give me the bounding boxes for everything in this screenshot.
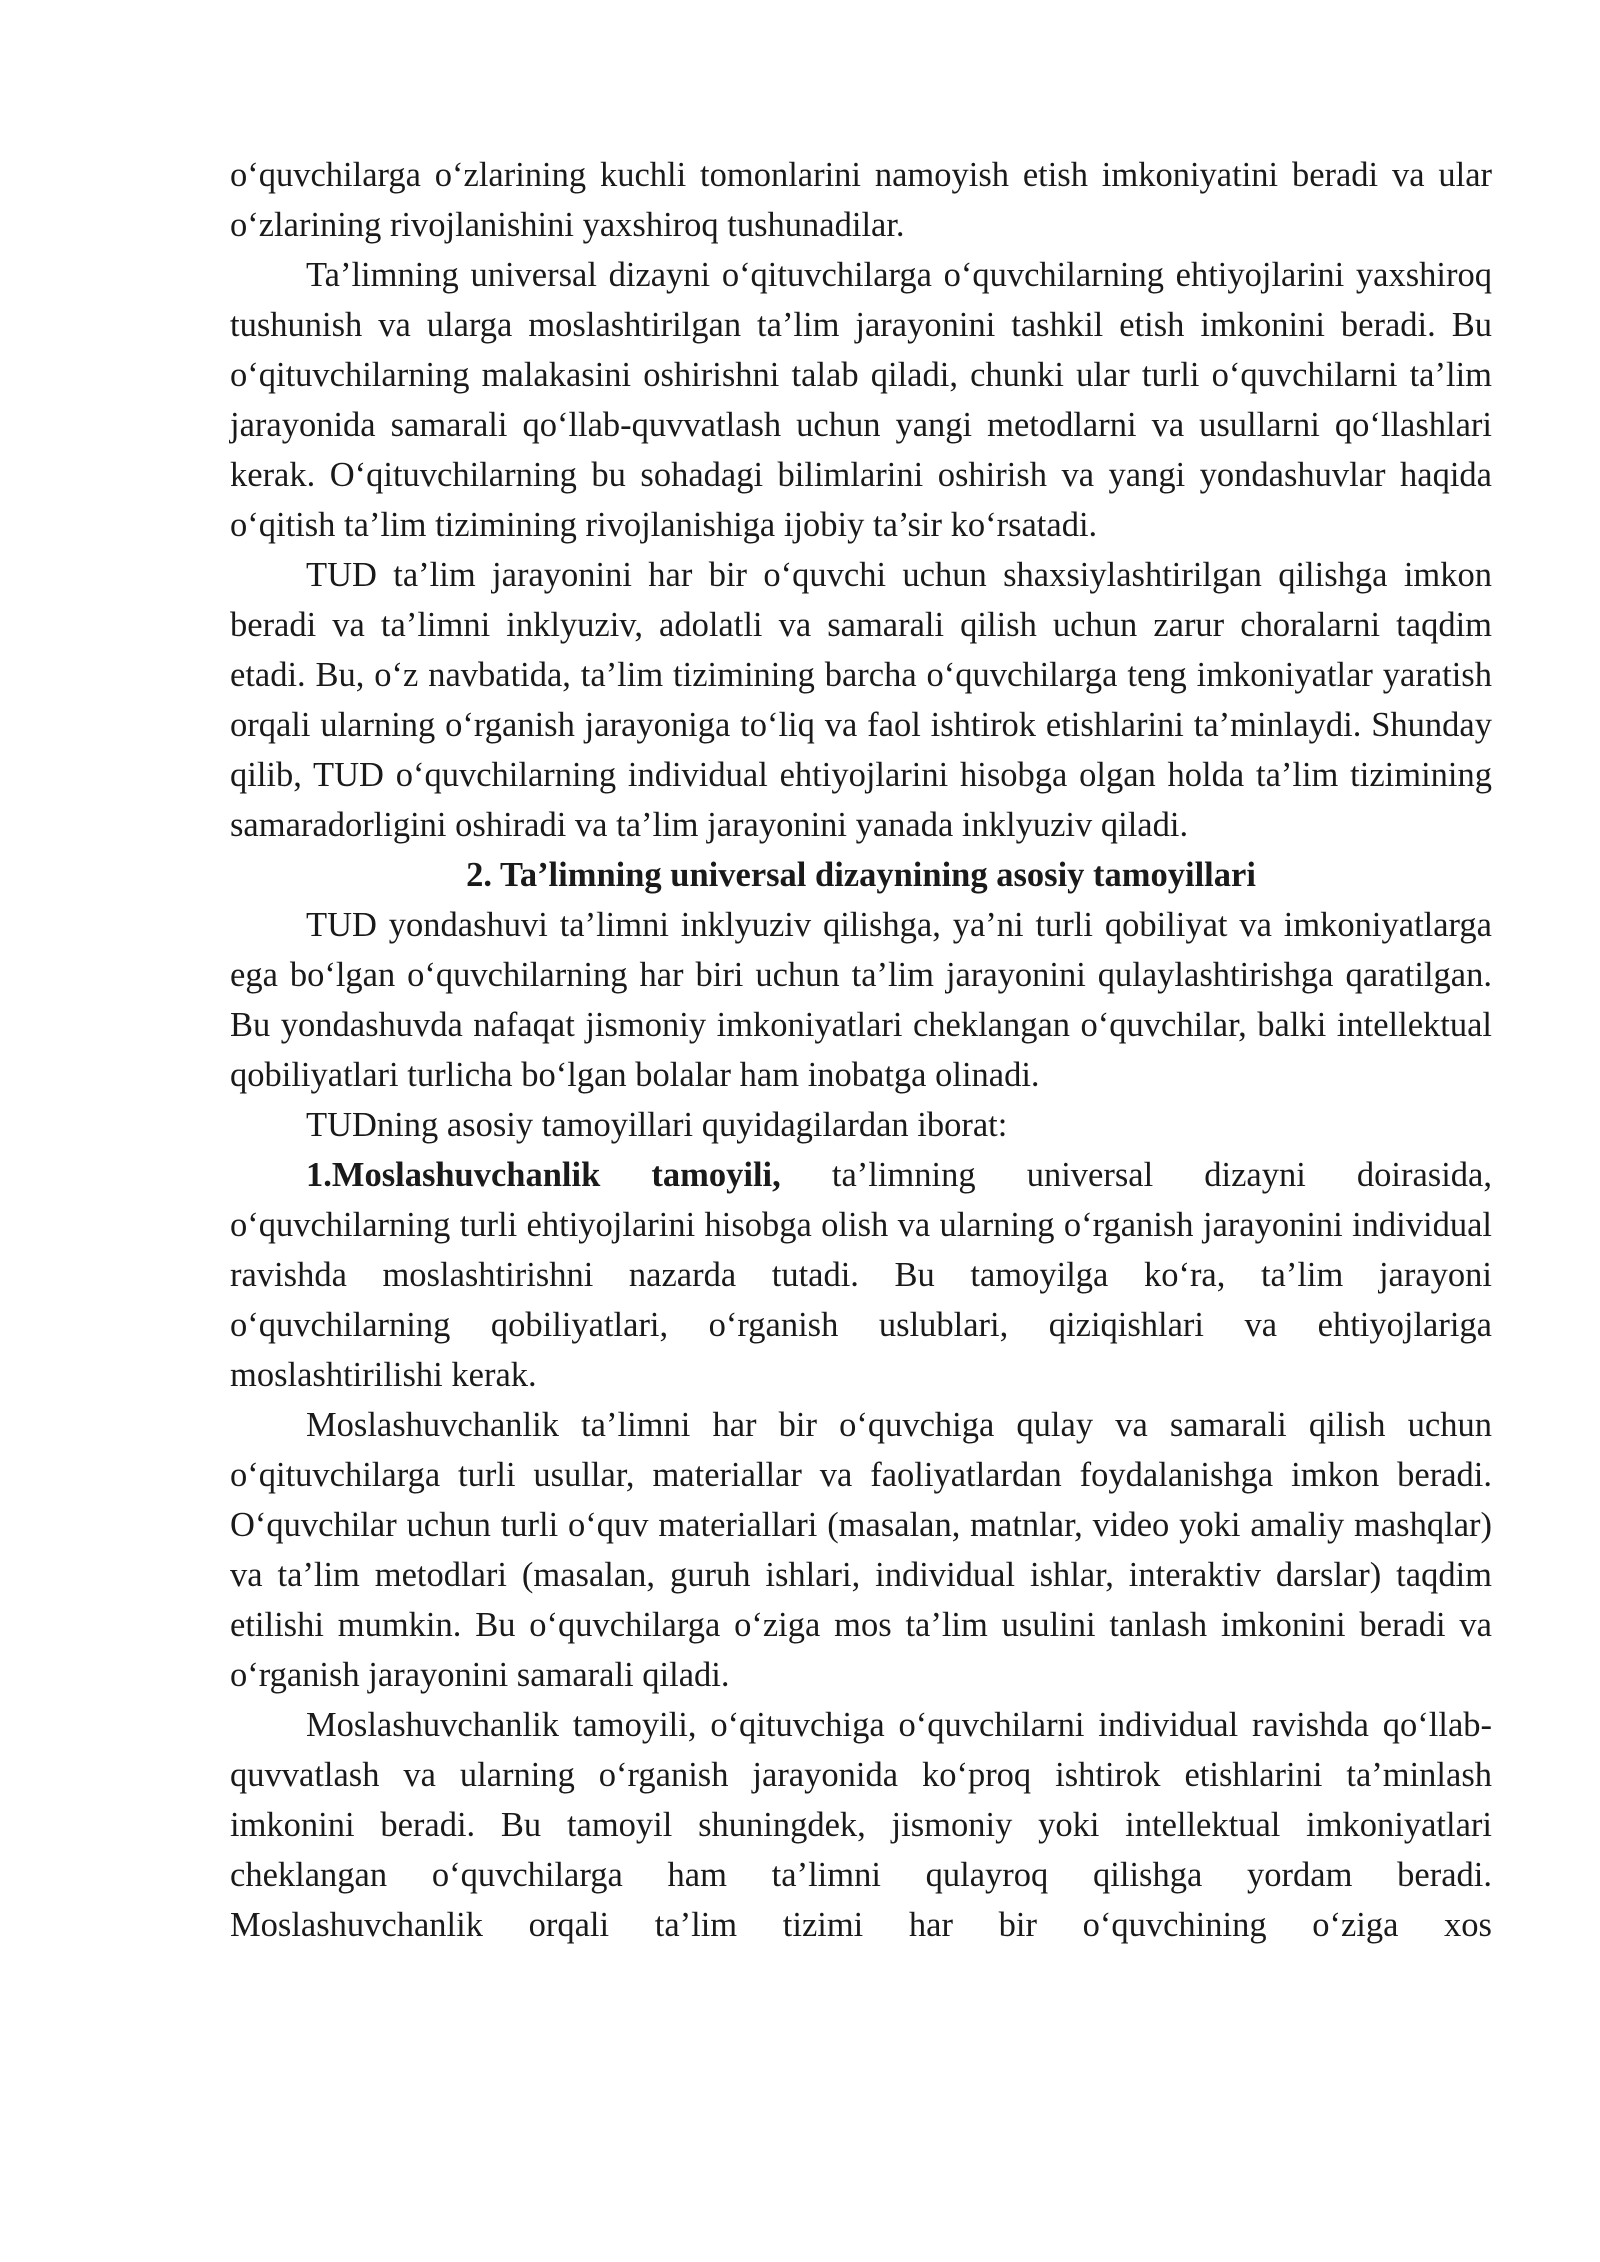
paragraph-teacher-benefits: Ta’limning universal dizayni o‘qituvchilarga o‘quvchilarning ehtiyojlarini yaxshiroq tushunish va ularga moslashtirilgan ta’lim jarayonini tashkil etish imkonini beradi. Bu o‘qituvchilarning malakasini oshirishni talab qiladi, chunki ular turli o‘quvchilarni ta’lim jarayonida samarali qo‘llab-quvvatlash uchun yangi metodlarni va usullarni qo‘llashlari kerak. O‘qituvchilarning bu sohadagi bilimlarini oshirish va yangi yondashuvlar haqida o‘qitish ta’lim tizimining rivojlanishiga ijobiy ta’sir ko‘rsatadi. bbox=[230, 256, 1492, 544]
paragraph-tud-personalization: TUD ta’lim jarayonini har bir o‘quvchi uchun shaxsiylashtirilgan qilishga imkon beradi va ta’limni inklyuziv, adolatli va samarali qilish uchun zarur choralarni taqdim etadi. Bu, o‘z navbatida, ta’lim tizimining barcha o‘quvchilarga teng imkoniyatlar yaratish orqali ularning o‘rganish jarayoniga to‘liq va faol ishtirok etishlarini ta’minlaydi. Shunday qilib, TUD o‘quvchilarning individual ehtiyojlarini hisobga olgan holda ta’lim tizimining samaradorligini oshiradi va ta’lim jarayonini yanada inklyuziv qiladi. bbox=[230, 556, 1492, 844]
paragraph-flexibility-support: Moslashuvchanlik tamoyili, o‘qituvchiga o‘quvchilarni individual ravishda qo‘llab-quvvatlash va ularning o‘rganish jarayonida ko‘proq ishtirok etishlarini ta’minlash imkonini beradi. Bu tamoyil shuningdek, jismoniy yoki intellektual imkoniyatlari cheklangan o‘quvchilarga ham ta’limni qulayroq qilishga yordam beradi. Moslashuvchanlik orqali ta’lim tizimi har bir o‘quvchining o‘ziga xos bbox=[230, 1706, 1492, 1944]
paragraph-continuation: o‘quvchilarga o‘zlarining kuchli tomonlarini namoyish etish imkoniyatini beradi va ular o‘zlarining rivojlanishini yaxshiroq tushunadilar. bbox=[230, 156, 1492, 244]
paragraph-flexibility-principle bbox=[230, 1150, 1492, 1400]
principle-body-text: ta’limning universal dizayni doirasida, o‘quvchilarning turli ehtiyojlarini hisobga olish va ularning o‘rganish jarayonini individual ravishda moslashtirishni nazarda tutadi. Bu tamoyilga ko‘ra, ta’lim jarayoni o‘quvchilarning qobiliyatlari, o‘rganish uslublari, qiziqishlari va ehtiyojlariga moslashtirilishi kerak. bbox=[230, 1156, 1492, 1394]
document-page bbox=[230, 150, 1492, 1950]
paragraph-principles-intro: TUDning asosiy tamoyillari quyidagilardan iborat: bbox=[306, 1106, 1008, 1144]
principle-lead-text: 1.Moslashuvchanlik tamoyili, bbox=[306, 1156, 781, 1194]
paragraph-flexibility-methods: Moslashuvchanlik ta’limni har bir o‘quvchiga qulay va samarali qilish uchun o‘qituvchilarga turli usullar, materiallar va faoliyatlardan foydalanishga imkon beradi. O‘quvchilar uchun turli o‘quv materiallari (masalan, matnlar, video yoki amaliy mashqlar) va ta’lim metodlari (masalan, guruh ishlari, individual ishlar, interaktiv darslar) taqdim etilishi mumkin. Bu o‘quvchilarga o‘ziga mos ta’lim usulini tanlash imkonini beradi va o‘rganish jarayonini samarali qiladi. bbox=[230, 1406, 1492, 1694]
paragraph-tud-approach: TUD yondashuvi ta’limni inklyuziv qilishga, ya’ni turli qobiliyat va imkoniyatlarga ega bo‘lgan o‘quvchilarning har biri uchun ta’lim jarayonini qulaylashtirishga qaratilgan. Bu yondashuvda nafaqat jismoniy imkoniyatlari cheklangan o‘quvchilar, balki intellektual qobiliyatlari turlicha bo‘lgan bolalar ham inobatga olinadi. bbox=[230, 906, 1492, 1094]
section-heading: 2. Ta’limning universal dizaynining asosiy tamoyillari bbox=[466, 856, 1256, 894]
